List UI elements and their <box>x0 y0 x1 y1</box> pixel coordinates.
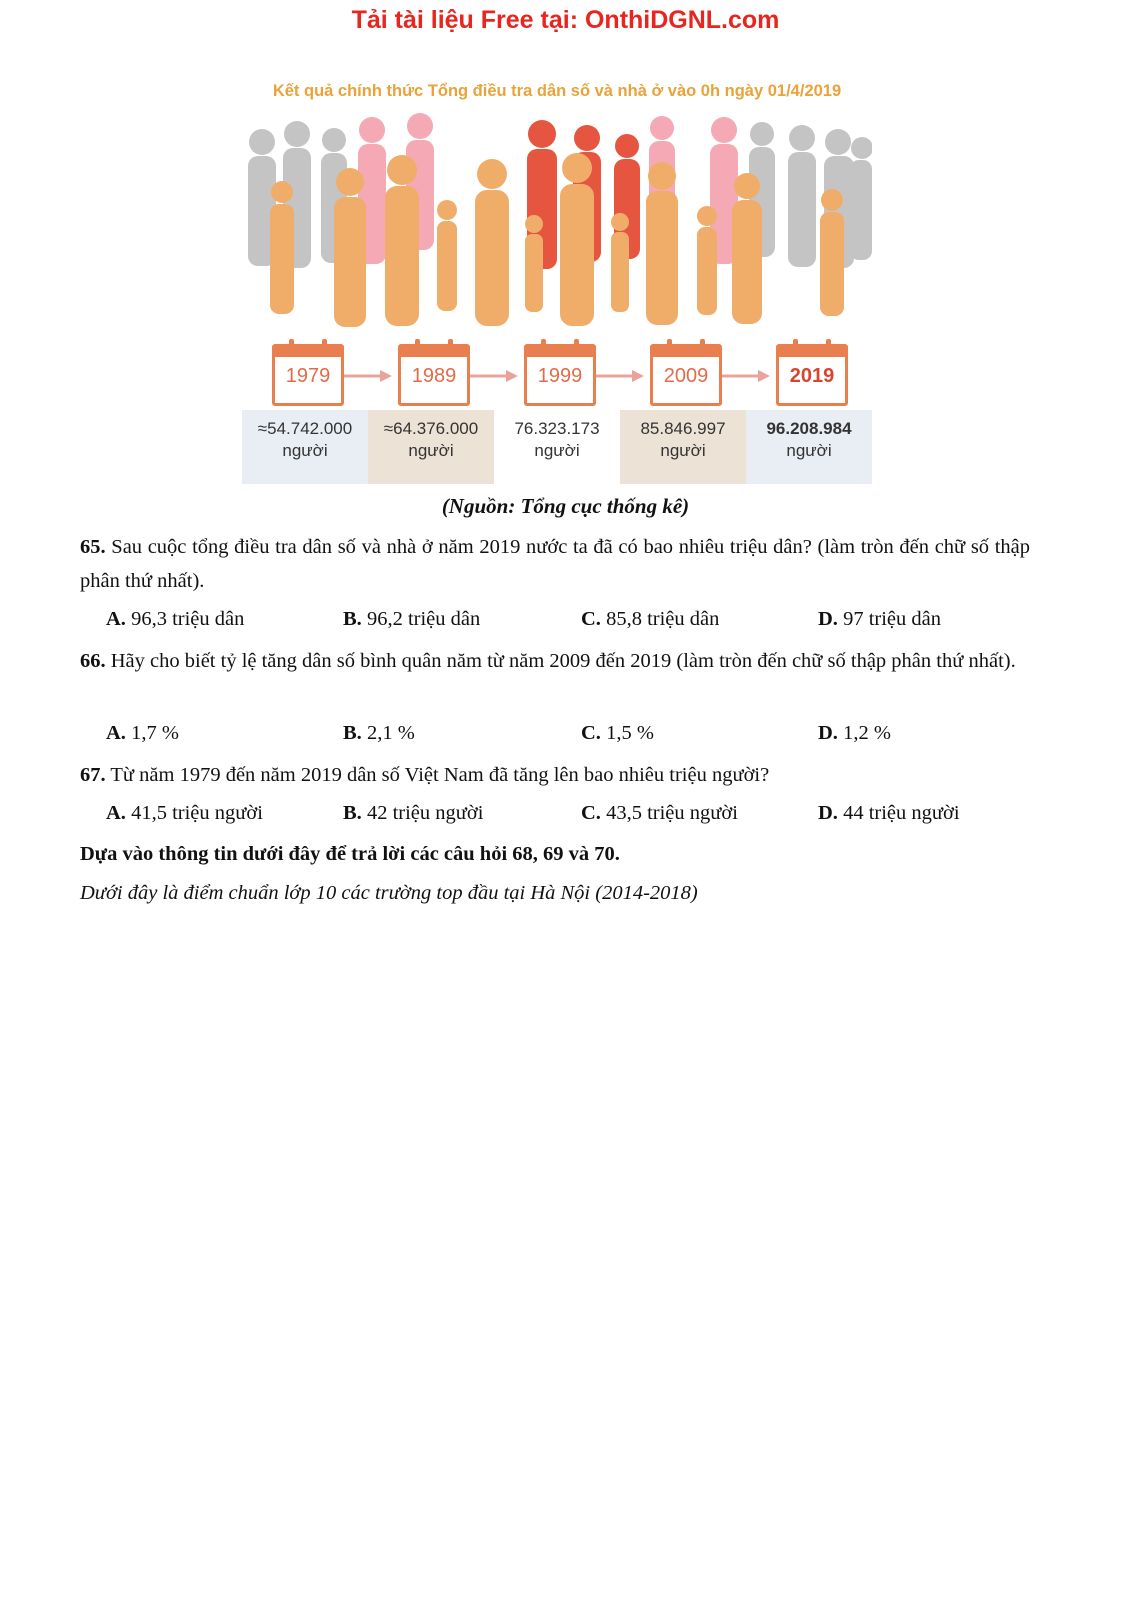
option-a[interactable]: A. 41,5 triệu người <box>106 802 263 824</box>
population-unit: người <box>408 441 454 460</box>
question-text: Hãy cho biết tỷ lệ tăng dân số bình quân năm từ năm 2009 đến 2019 (làm tròn đến chữ số thập phân thứ nhất). <box>110 650 1016 672</box>
infographic-title: Kết quả chính thức Tổng điều tra dân số và nhà ở vào 0h ngày 01/4/2019 <box>272 82 842 100</box>
question-number: 67. <box>80 764 106 786</box>
year-label: 1989 <box>411 365 457 387</box>
option-d[interactable]: D. 44 triệu người <box>818 802 960 824</box>
option-c[interactable]: C. 1,5 % <box>581 722 654 744</box>
year-label: 2009 <box>663 365 709 387</box>
question-number: 65. <box>80 536 106 558</box>
site-header-link[interactable]: Tải tài liệu Free tại: OnthiDGNL.com <box>351 6 780 34</box>
population-value: ≈64.376.000 <box>383 419 479 438</box>
option-d[interactable]: D. 97 triệu dân <box>818 608 941 630</box>
year-label: 2019 <box>789 365 835 387</box>
option-a[interactable]: A. 96,3 triệu dân <box>106 608 245 630</box>
population-unit: người <box>786 441 832 460</box>
population-unit: người <box>660 441 706 460</box>
calendar-2019 <box>776 344 848 406</box>
population-unit: người <box>534 441 580 460</box>
option-b[interactable]: B. 2,1 % <box>343 722 415 744</box>
population-value: ≈54.742.000 <box>257 419 353 438</box>
calendar-1979 <box>272 344 344 406</box>
population-cell-1979 <box>242 410 368 484</box>
option-b[interactable]: B. 96,2 triệu dân <box>343 608 481 630</box>
population-values-row <box>242 410 872 484</box>
population-cell-1999 <box>494 410 620 484</box>
population-value: 76.323.173 <box>514 419 600 438</box>
population-cell-2019 <box>746 410 872 484</box>
option-c[interactable]: C. 43,5 triệu người <box>581 802 738 824</box>
question-number: 66. <box>80 650 106 672</box>
question-text: Sau cuộc tổng điều tra dân số và nhà ở năm 2019 nước ta đã có bao nhiêu triệu dân? (làm tròn đến chữ số thập phân thứ nhất). <box>80 536 1031 592</box>
population-cell-2009 <box>620 410 746 484</box>
population-value: 96.208.984 <box>766 419 852 438</box>
arrow-right-icon <box>344 369 394 383</box>
year-label: 1999 <box>537 365 583 387</box>
section-intro: Dưới đây là điểm chuẩn lớp 10 các trường top đầu tại Hà Nội (2014-2018) <box>80 882 698 904</box>
instruction-text: Dựa vào thông tin dưới đây để trả lời các câu hỏi 68, 69 và 70. <box>80 843 620 865</box>
calendar-1999 <box>524 344 596 406</box>
crowd-silhouette-illustration <box>242 112 872 332</box>
arrow-right-icon <box>470 369 520 383</box>
population-value: 85.846.997 <box>640 419 726 438</box>
option-b[interactable]: B. 42 triệu người <box>343 802 484 824</box>
year-label: 1979 <box>285 365 331 387</box>
census-infographic <box>242 76 872 484</box>
population-unit: người <box>282 441 328 460</box>
question-text: Từ năm 1979 đến năm 2019 dân số Việt Nam đã tăng lên bao nhiêu triệu người? <box>110 764 770 786</box>
source-caption: (Nguồn: Tổng cục thống kê) <box>441 494 690 518</box>
option-c[interactable]: C. 85,8 triệu dân <box>581 608 720 630</box>
arrow-right-icon <box>722 369 772 383</box>
calendar-2009 <box>650 344 722 406</box>
arrow-right-icon <box>596 369 646 383</box>
population-cell-1989 <box>368 410 494 484</box>
question-66 <box>80 644 1030 678</box>
question-65 <box>80 530 1030 598</box>
question-67 <box>80 758 1030 792</box>
calendar-1989 <box>398 344 470 406</box>
option-d[interactable]: D. 1,2 % <box>818 722 891 744</box>
option-a[interactable]: A. 1,7 % <box>106 722 179 744</box>
